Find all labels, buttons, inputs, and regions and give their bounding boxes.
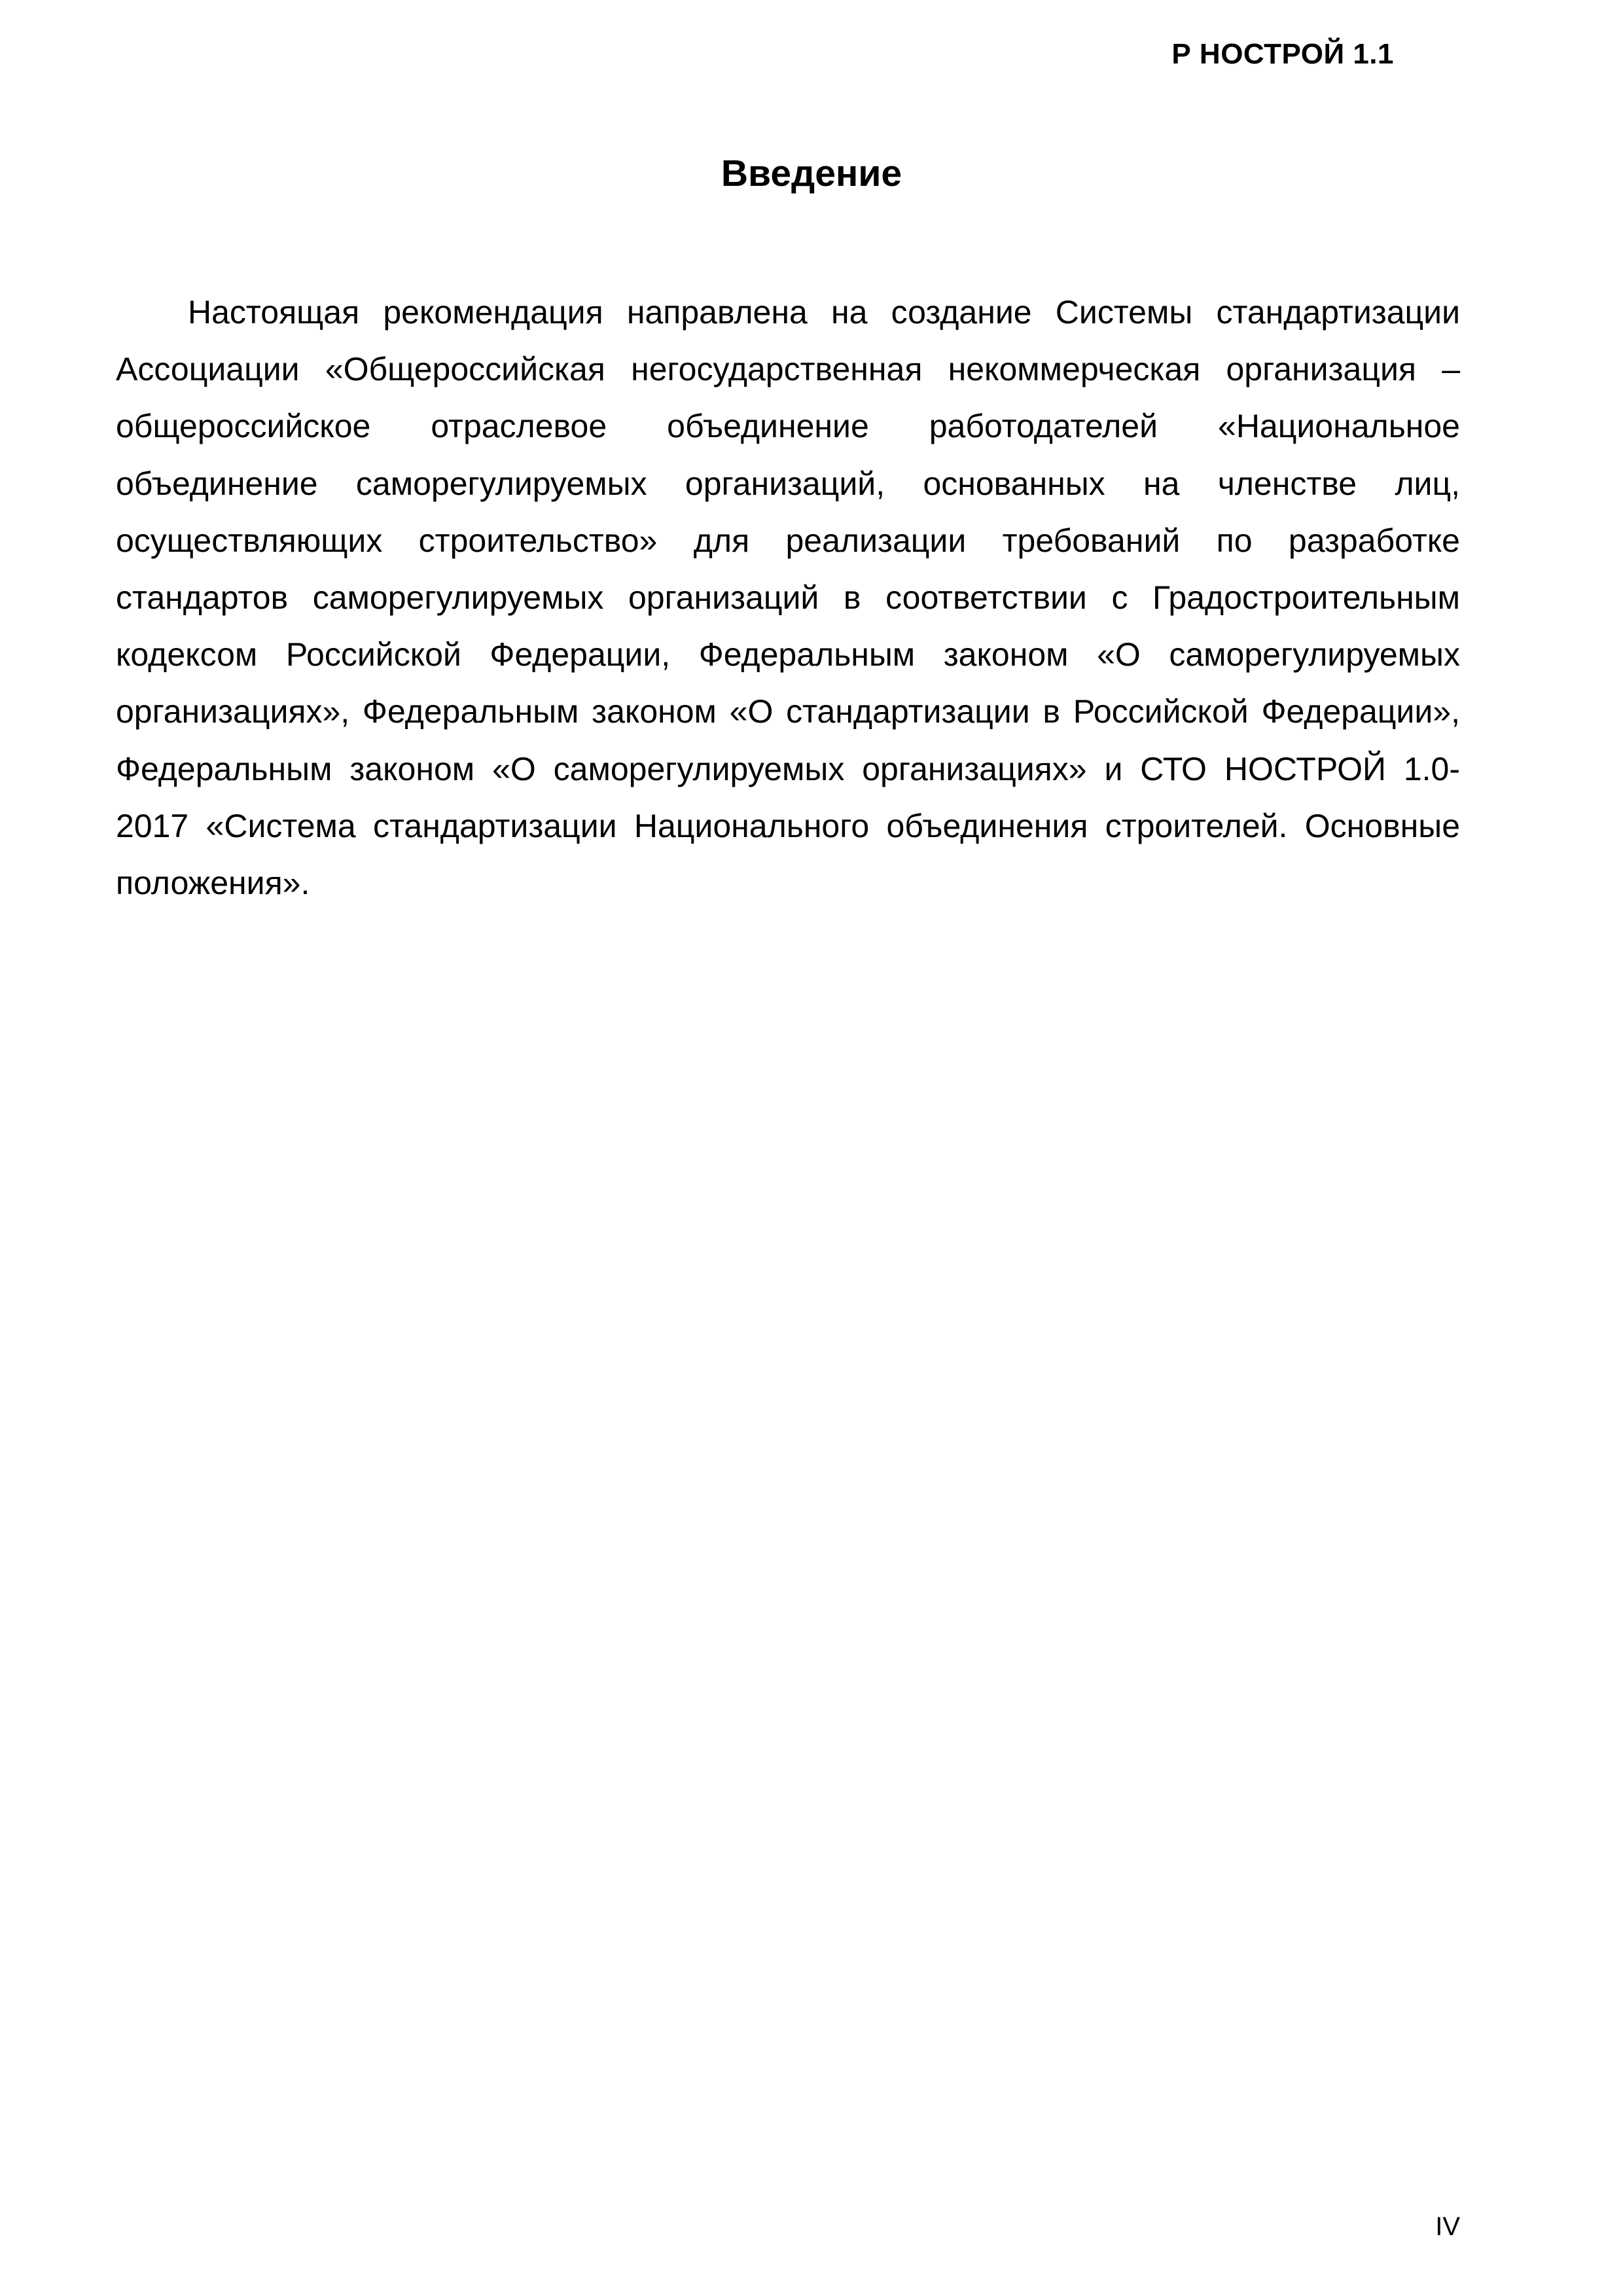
- section-title: Введение: [721, 152, 902, 194]
- introduction-paragraph: Настоящая рекомендация направлена на создание Системы стандартизации Ассоциации «Общероссийская негосударственная некоммерческая организация – общероссийское отраслевое объединение работодателей «Национальное объединение саморегулируемых организаций, основанных на членстве лиц, осуществляющих строительство» для реализации требований по разработке стандартов саморегулируемых организаций в соответствии с Градостроительным кодексом Российской Федерации, Федеральным законом «О саморегулируемых организациях», Федеральным законом «О стандартизации в Российской Федерации», Федеральным законом «О саморегулируемых организациях» и СТО НОСТРОЙ 1.0-2017 «Система стандартизации Национального объединения строителей. Основные положения».: [116, 294, 1460, 902]
- document-code: Р НОСТРОЙ 1.1: [1171, 38, 1394, 70]
- page-number: IV: [1435, 2212, 1460, 2241]
